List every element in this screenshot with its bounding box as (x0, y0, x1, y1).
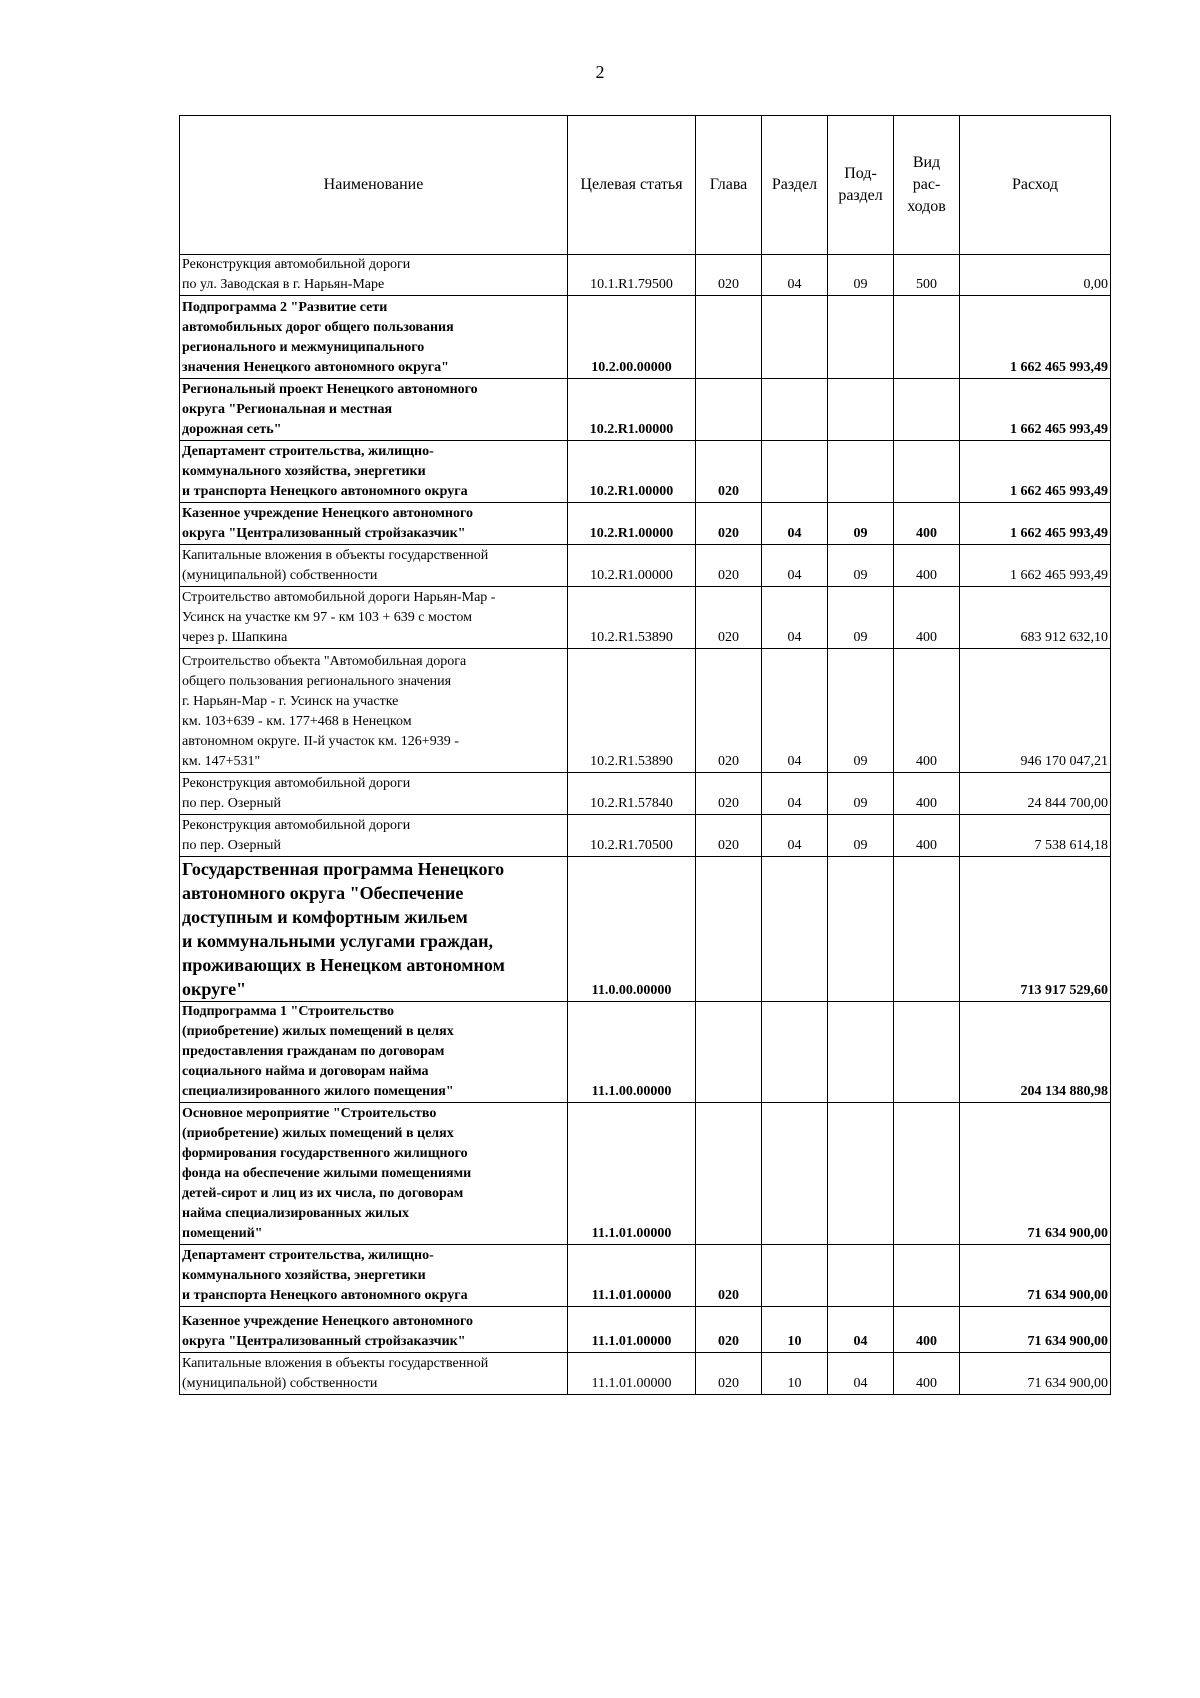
cell-exp-type: 500 (894, 255, 960, 296)
cell-amount: 24 844 700,00 (960, 773, 1111, 815)
cell-subsection (828, 1002, 894, 1103)
table-row (180, 857, 1111, 1002)
cell-subsection: 09 (828, 649, 894, 773)
cell-chapter (696, 296, 762, 379)
cell-target: 10.2.R1.57840 (568, 773, 696, 815)
cell-chapter (696, 857, 762, 1002)
cell-target: 10.2.R1.53890 (568, 587, 696, 649)
cell-name: Основное мероприятие "Строительство (приобретение) жилых помещений в целях формирования государственного жилищного фонда на обеспечение жилыми помещениями детей-сирот и лиц из их числа, по договорам найма специализированных жилых помещений" (180, 1103, 568, 1245)
cell-exp-type (894, 296, 960, 379)
cell-name: Подпрограмма 1 "Строительство (приобретение) жилых помещений в целях предоставления гражданам по договорам социального найма и договорам найма специализированного жилого помещения" (180, 1002, 568, 1103)
table-row (180, 545, 1111, 587)
cell-exp-type: 400 (894, 649, 960, 773)
cell-amount: 713 917 529,60 (960, 857, 1111, 1002)
cell-section: 10 (762, 1353, 828, 1395)
cell-section: 04 (762, 503, 828, 545)
cell-exp-type: 400 (894, 545, 960, 587)
cell-subsection: 04 (828, 1353, 894, 1395)
cell-subsection: 09 (828, 815, 894, 857)
table-body (180, 255, 1111, 1395)
header-name: Наименование (180, 116, 568, 255)
cell-name: Капитальные вложения в объекты государственной (муниципальной) собственности (180, 1353, 568, 1395)
cell-amount: 946 170 047,21 (960, 649, 1111, 773)
cell-amount: 71 634 900,00 (960, 1353, 1111, 1395)
cell-target: 10.2.R1.70500 (568, 815, 696, 857)
cell-exp-type (894, 441, 960, 503)
cell-subsection (828, 441, 894, 503)
cell-name: Капитальные вложения в объекты государственной (муниципальной) собственности (180, 545, 568, 587)
cell-chapter (696, 379, 762, 441)
cell-section (762, 1103, 828, 1245)
table-row (180, 587, 1111, 649)
cell-chapter (696, 1002, 762, 1103)
cell-exp-type (894, 379, 960, 441)
cell-subsection: 04 (828, 1307, 894, 1353)
header-target: Целевая статья (568, 116, 696, 255)
budget-table (179, 115, 1111, 1395)
table-row (180, 296, 1111, 379)
cell-target: 10.2.R1.00000 (568, 503, 696, 545)
cell-amount: 71 634 900,00 (960, 1103, 1111, 1245)
cell-name: Реконструкция автомобильной дороги по пер. Озерный (180, 815, 568, 857)
cell-amount: 204 134 880,98 (960, 1002, 1111, 1103)
cell-name: Реконструкция автомобильной дороги по ул. Заводская в г. Нарьян-Маре (180, 255, 568, 296)
cell-name: Казенное учреждение Ненецкого автономного округа "Централизованный стройзаказчик" (180, 1307, 568, 1353)
cell-section: 04 (762, 255, 828, 296)
table-row (180, 649, 1111, 773)
cell-chapter: 020 (696, 1307, 762, 1353)
cell-section (762, 379, 828, 441)
cell-section (762, 1245, 828, 1307)
cell-target: 10.2.R1.53890 (568, 649, 696, 773)
cell-chapter: 020 (696, 649, 762, 773)
cell-exp-type: 400 (894, 1353, 960, 1395)
cell-target: 10.1.R1.79500 (568, 255, 696, 296)
cell-amount: 0,00 (960, 255, 1111, 296)
cell-chapter: 020 (696, 545, 762, 587)
cell-name: Государственная программа Ненецкого автономного округа "Обеспечение доступным и комфортным жильем и коммунальными услугами граждан, проживающих в Ненецком автономном округе" (180, 857, 568, 1002)
table-row (180, 1103, 1111, 1245)
cell-subsection (828, 379, 894, 441)
table-row (180, 1307, 1111, 1353)
table-row (180, 773, 1111, 815)
cell-exp-type: 400 (894, 587, 960, 649)
cell-target: 11.1.01.00000 (568, 1103, 696, 1245)
cell-chapter: 020 (696, 815, 762, 857)
table-row (180, 815, 1111, 857)
cell-section: 04 (762, 773, 828, 815)
cell-chapter: 020 (696, 587, 762, 649)
table-row (180, 441, 1111, 503)
cell-exp-type (894, 1103, 960, 1245)
cell-target: 10.2.00.00000 (568, 296, 696, 379)
cell-name: Департамент строительства, жилищно- коммунального хозяйства, энергетики и транспорта Ненецкого автономного округа (180, 441, 568, 503)
cell-target: 11.1.01.00000 (568, 1245, 696, 1307)
cell-section (762, 1002, 828, 1103)
cell-name: Региональный проект Ненецкого автономного округа "Региональная и местная дорожная сеть" (180, 379, 568, 441)
cell-amount: 71 634 900,00 (960, 1307, 1111, 1353)
cell-name: Казенное учреждение Ненецкого автономного округа "Централизованный стройзаказчик" (180, 503, 568, 545)
cell-name: Строительство автомобильной дороги Нарьян-Мар - Усинск на участке км 97 - км 103 + 639 с мостом через р. Шапкина (180, 587, 568, 649)
cell-chapter: 020 (696, 255, 762, 296)
cell-target: 10.2.R1.00000 (568, 545, 696, 587)
table-row (180, 1245, 1111, 1307)
cell-name: Реконструкция автомобильной дороги по пер. Озерный (180, 773, 568, 815)
table-row (180, 503, 1111, 545)
cell-amount: 1 662 465 993,49 (960, 296, 1111, 379)
cell-subsection: 09 (828, 503, 894, 545)
cell-amount: 1 662 465 993,49 (960, 503, 1111, 545)
cell-subsection: 09 (828, 545, 894, 587)
cell-section: 04 (762, 649, 828, 773)
cell-target: 10.2.R1.00000 (568, 379, 696, 441)
cell-amount: 71 634 900,00 (960, 1245, 1111, 1307)
cell-subsection (828, 296, 894, 379)
header-subsection: Под- раздел (828, 116, 894, 255)
header-section: Раздел (762, 116, 828, 255)
cell-target: 11.1.01.00000 (568, 1353, 696, 1395)
cell-target: 10.2.R1.00000 (568, 441, 696, 503)
cell-chapter: 020 (696, 1245, 762, 1307)
cell-exp-type (894, 857, 960, 1002)
cell-target: 11.0.00.00000 (568, 857, 696, 1002)
cell-exp-type (894, 1002, 960, 1103)
cell-subsection: 09 (828, 773, 894, 815)
cell-section: 04 (762, 815, 828, 857)
cell-section: 10 (762, 1307, 828, 1353)
cell-exp-type: 400 (894, 503, 960, 545)
cell-section: 04 (762, 587, 828, 649)
cell-name: Строительство объекта "Автомобильная дорога общего пользования регионального значения г. Нарьян-Мар - г. Усинск на участке км. 103+639 - км. 177+468 в Ненецком автономном округе. II-й участок км. 126+939 - км. 147+531" (180, 649, 568, 773)
header-chapter: Глава (696, 116, 762, 255)
cell-chapter: 020 (696, 1353, 762, 1395)
cell-subsection: 09 (828, 255, 894, 296)
cell-subsection (828, 1245, 894, 1307)
cell-name: Подпрограмма 2 "Развитие сети автомобильных дорог общего пользования регионального и межмуниципального значения Ненецкого автономного округа" (180, 296, 568, 379)
cell-section (762, 296, 828, 379)
cell-subsection (828, 857, 894, 1002)
header-exp-type: Вид рас- ходов (894, 116, 960, 255)
cell-exp-type (894, 1245, 960, 1307)
table-row (180, 1002, 1111, 1103)
cell-amount: 1 662 465 993,49 (960, 545, 1111, 587)
cell-chapter: 020 (696, 441, 762, 503)
cell-exp-type: 400 (894, 773, 960, 815)
cell-amount: 1 662 465 993,49 (960, 441, 1111, 503)
table-row (180, 255, 1111, 296)
header-amount: Расход (960, 116, 1111, 255)
page-number: 2 (595, 62, 605, 82)
cell-section (762, 441, 828, 503)
cell-section: 04 (762, 545, 828, 587)
cell-target: 11.1.00.00000 (568, 1002, 696, 1103)
cell-exp-type: 400 (894, 815, 960, 857)
cell-amount: 1 662 465 993,49 (960, 379, 1111, 441)
cell-section (762, 857, 828, 1002)
table-header-row (180, 116, 1111, 255)
cell-subsection (828, 1103, 894, 1245)
cell-chapter (696, 1103, 762, 1245)
table-row (180, 1353, 1111, 1395)
table-row (180, 379, 1111, 441)
cell-subsection: 09 (828, 587, 894, 649)
cell-amount: 7 538 614,18 (960, 815, 1111, 857)
cell-chapter: 020 (696, 773, 762, 815)
cell-exp-type: 400 (894, 1307, 960, 1353)
cell-name: Департамент строительства, жилищно- коммунального хозяйства, энергетики и транспорта Ненецкого автономного округа (180, 1245, 568, 1307)
cell-amount: 683 912 632,10 (960, 587, 1111, 649)
cell-target: 11.1.01.00000 (568, 1307, 696, 1353)
cell-chapter: 020 (696, 503, 762, 545)
